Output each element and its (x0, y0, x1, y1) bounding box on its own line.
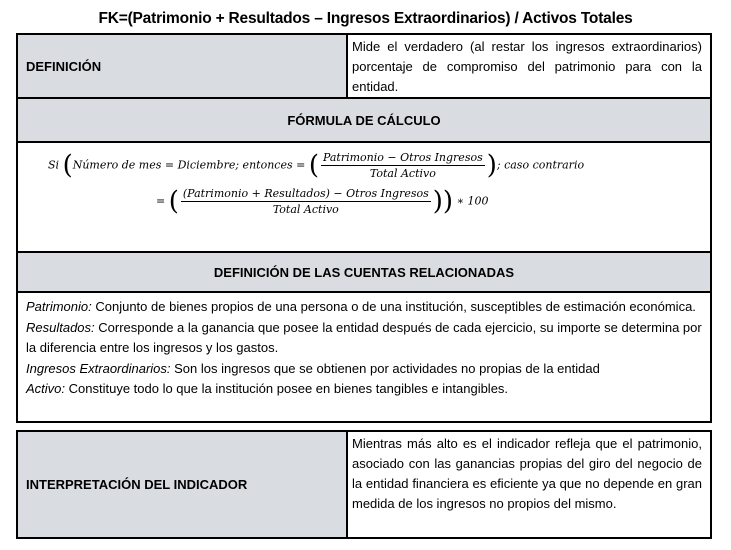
cuenta-term: Resultados: (26, 319, 95, 335)
fraction-1 (321, 151, 485, 180)
formula-line-1 (48, 151, 584, 180)
definicion-label-cell (18, 35, 348, 97)
fraction-2-denominator: Total Activo (272, 203, 339, 216)
open-paren-1: ( (62, 150, 73, 181)
cuenta-text: Conjunto de bienes propios de una persona o de una institución, susceptibles de estimación económica. (91, 299, 696, 314)
formula-si: Si (48, 158, 60, 172)
cuenta-resultados (26, 318, 702, 359)
cuenta-text: Constituye todo lo que la institución posee en bienes tangibles e intangibles. (65, 381, 509, 396)
definicion-label: DEFINICIÓN (26, 58, 102, 74)
cuentas-body (18, 295, 710, 400)
close-paren-1: ) (442, 186, 454, 217)
cuenta-term: Activo: (26, 381, 66, 396)
formula-times: ∗ 100 (456, 194, 489, 208)
fraction-1-numerator: Patrimonio − Otros Ingresos (322, 151, 483, 164)
cuentas-header-row (18, 253, 710, 293)
formula-eq: = (156, 194, 166, 208)
formula-condition: Número de mes = Diciembre; entonces = (72, 158, 306, 172)
formula-caso: ; caso contrario (496, 158, 585, 172)
definicion-text: Mide el verdadero (al restar los ingresos extraordinarios) porcentaje de compromiso del patrimonio para con la entidad. (352, 39, 702, 94)
interpretacion-table (16, 430, 712, 539)
page-title: FK=(Patrimonio + Resultados – Ingresos Extraordinarios) / Activos Totales (98, 10, 633, 27)
open-paren-3: ( (168, 186, 179, 217)
formula-header: FÓRMULA DE CÁLCULO (287, 112, 441, 128)
formula-line-2 (156, 187, 489, 216)
fraction-1-denominator: Total Activo (369, 167, 436, 180)
cuenta-text: Corresponde a la ganancia que posee la entidad después de cada ejercicio, su importe se determina por la diferencia entre los ingresos y los gastos. (26, 319, 702, 355)
cuenta-ingresos-extraordinarios (26, 359, 702, 380)
interpretacion-text: Mientras más alto es el indicador refleja que el patrimonio, asociado con las ganancias propias del giro del negocio de la entidad financiera es eficiente ya que no depende en gran medida de los ingresos no propios del mismo. (352, 436, 702, 511)
close-paren-3: ) (432, 186, 443, 217)
formula-body (18, 143, 710, 253)
interpretacion-label-cell (18, 432, 348, 537)
interpretacion-text-cell (348, 432, 710, 537)
cuentas-header: DEFINICIÓN DE LAS CUENTAS RELACIONADAS (213, 264, 515, 280)
cuenta-text: Son los ingresos que se obtienen por actividades no propias de la entidad (170, 360, 600, 376)
close-paren-2: ) (486, 150, 497, 181)
cuenta-activo (26, 379, 702, 400)
definicion-row (18, 35, 710, 99)
formula-header-row (18, 99, 710, 143)
cuenta-term: Ingresos Extraordinarios: (26, 360, 171, 376)
fraction-2 (181, 187, 431, 216)
open-paren-2: ( (308, 150, 319, 181)
cuenta-term: Patrimonio: (26, 299, 92, 314)
interpretacion-label: INTERPRETACIÓN DEL INDICADOR (26, 477, 248, 492)
indicator-table (16, 33, 712, 423)
cuenta-patrimonio (26, 297, 702, 318)
fraction-2-numerator: (Patrimonio + Resultados) − Otros Ingresos (182, 187, 429, 200)
definicion-text-cell (348, 35, 710, 97)
